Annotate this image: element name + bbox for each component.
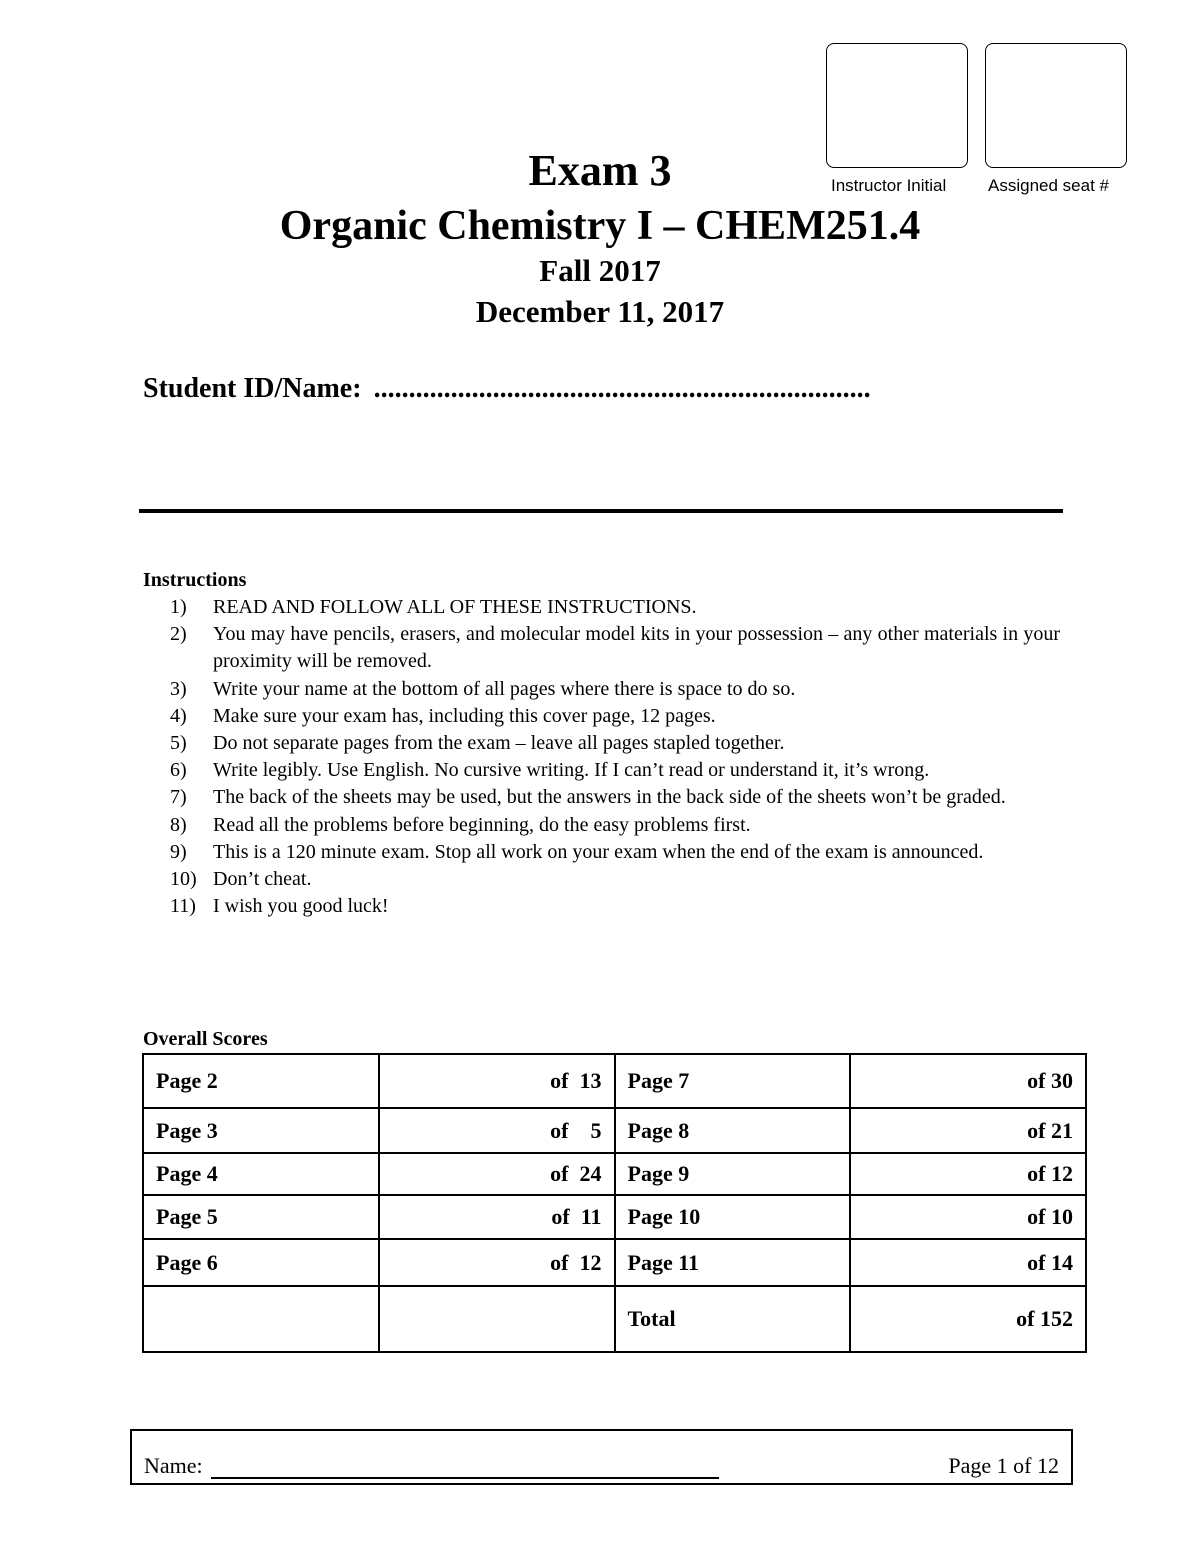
instruction-number: 9) bbox=[170, 840, 187, 863]
course-title: Organic Chemistry I – CHEM251.4 bbox=[279, 203, 921, 249]
score-max: of 12 bbox=[1027, 1161, 1073, 1186]
score-max: of 5 bbox=[550, 1117, 602, 1143]
score-page-label: Page 11 bbox=[615, 1239, 851, 1286]
instruction-text: Make sure your exam has, including this cover page, 12 pages. bbox=[213, 704, 716, 727]
student-id-field[interactable]: ....................................................................... bbox=[373, 373, 871, 404]
score-page-label: Page 10 bbox=[615, 1195, 851, 1239]
term: Fall 2017 bbox=[539, 253, 661, 288]
score-cell[interactable] bbox=[850, 1054, 1086, 1108]
score-cell[interactable] bbox=[379, 1239, 615, 1286]
instruction-item bbox=[170, 621, 1060, 675]
score-max: of 24 bbox=[550, 1161, 602, 1186]
score-cell[interactable] bbox=[850, 1153, 1086, 1195]
instructions-list bbox=[170, 594, 1060, 920]
instruction-item bbox=[170, 703, 1060, 730]
table-row bbox=[143, 1108, 1086, 1153]
score-cell[interactable] bbox=[850, 1239, 1086, 1286]
exam-date: December 11, 2017 bbox=[475, 294, 725, 329]
instruction-number: 6) bbox=[170, 759, 187, 782]
overall-scores-heading: Overall Scores bbox=[143, 1028, 268, 1050]
student-id-label: Student ID/Name: bbox=[143, 373, 362, 404]
instruction-text: The back of the sheets may be used, but the answers in the back side of the sheets won’t be graded. bbox=[213, 786, 1006, 809]
instruction-text: Write your name at the bottom of all pages where there is space to do so. bbox=[213, 677, 796, 700]
table-row bbox=[143, 1286, 1086, 1352]
table-row bbox=[143, 1195, 1086, 1239]
score-cell[interactable] bbox=[379, 1195, 615, 1239]
instruction-number: 3) bbox=[170, 677, 187, 700]
instruction-text: This is a 120 minute exam. Stop all work on your exam when the end of the exam is announced. bbox=[213, 840, 984, 863]
score-max: of 21 bbox=[1027, 1117, 1073, 1143]
score-cell[interactable] bbox=[379, 1108, 615, 1153]
table-row bbox=[143, 1239, 1086, 1286]
footer-name-field[interactable] bbox=[211, 1477, 719, 1479]
score-cell[interactable] bbox=[379, 1153, 615, 1195]
score-max: of 10 bbox=[1027, 1204, 1073, 1229]
instruction-text: I wish you good luck! bbox=[213, 895, 389, 918]
instruction-number: 11) bbox=[170, 895, 196, 918]
instruction-text: READ AND FOLLOW ALL OF THESE INSTRUCTIONS. bbox=[213, 596, 697, 618]
instruction-item bbox=[170, 784, 1060, 811]
score-page-label: Page 6 bbox=[143, 1239, 379, 1286]
instruction-item bbox=[170, 676, 1060, 703]
table-row bbox=[143, 1054, 1086, 1108]
total-score-cell[interactable] bbox=[850, 1286, 1086, 1352]
instruction-number: 7) bbox=[170, 786, 187, 809]
score-max: of 30 bbox=[1027, 1068, 1073, 1093]
scores-table bbox=[142, 1053, 1087, 1353]
instruction-item bbox=[170, 866, 1060, 893]
table-row bbox=[143, 1153, 1086, 1195]
instruction-item bbox=[170, 812, 1060, 839]
instruction-item bbox=[170, 893, 1060, 920]
instruction-text: You may have pencils, erasers, and molecular model kits in your possession – any other materials in your proximity will be removed. bbox=[213, 623, 1060, 673]
instruction-number: 10) bbox=[170, 868, 197, 891]
score-max: of 14 bbox=[1027, 1249, 1073, 1275]
score-page-label: Page 2 bbox=[143, 1054, 379, 1108]
score-page-label: Page 3 bbox=[143, 1108, 379, 1153]
instruction-number: 8) bbox=[170, 813, 187, 836]
score-max: of 12 bbox=[550, 1249, 602, 1275]
total-max: of 152 bbox=[1016, 1306, 1073, 1331]
instructor-initial-label: Instructor Initial bbox=[831, 176, 947, 195]
score-cell[interactable] bbox=[850, 1195, 1086, 1239]
instruction-item bbox=[170, 730, 1060, 757]
instruction-number: 2) bbox=[170, 623, 187, 646]
score-cell[interactable] bbox=[379, 1286, 615, 1352]
score-cell[interactable] bbox=[850, 1108, 1086, 1153]
instructions-heading: Instructions bbox=[143, 569, 247, 591]
instruction-item bbox=[170, 839, 1060, 866]
student-id-row bbox=[143, 373, 871, 405]
score-cell[interactable] bbox=[379, 1054, 615, 1108]
total-label: Total bbox=[615, 1286, 851, 1352]
score-page-label bbox=[143, 1286, 379, 1352]
instruction-text: Don’t cheat. bbox=[213, 868, 312, 891]
footer-page-number: Page 1 of 12 bbox=[948, 1453, 1059, 1478]
assigned-seat-label: Assigned seat # bbox=[988, 176, 1109, 195]
instruction-item bbox=[170, 594, 1060, 621]
footer-name-label: Name: bbox=[144, 1453, 203, 1478]
score-page-label: Page 4 bbox=[143, 1153, 379, 1195]
instruction-text: Read all the problems before beginning, do the easy problems first. bbox=[213, 813, 751, 836]
score-max: of 11 bbox=[551, 1204, 602, 1229]
score-page-label: Page 5 bbox=[143, 1195, 379, 1239]
instruction-text: Do not separate pages from the exam – leave all pages stapled together. bbox=[213, 732, 785, 755]
instruction-text: Write legibly. Use English. No cursive writing. If I can’t read or understand it, it’s wrong. bbox=[213, 759, 930, 782]
exam-title: Exam 3 bbox=[528, 146, 672, 195]
instruction-number: 5) bbox=[170, 732, 187, 755]
instruction-number: 1) bbox=[170, 596, 187, 618]
divider-line bbox=[139, 509, 1063, 513]
score-page-label: Page 9 bbox=[615, 1153, 851, 1195]
instruction-number: 4) bbox=[170, 704, 187, 727]
footer-box bbox=[130, 1429, 1073, 1485]
score-max: of 13 bbox=[550, 1068, 602, 1093]
score-page-label: Page 8 bbox=[615, 1108, 851, 1153]
instruction-item bbox=[170, 757, 1060, 784]
score-page-label: Page 7 bbox=[615, 1054, 851, 1108]
